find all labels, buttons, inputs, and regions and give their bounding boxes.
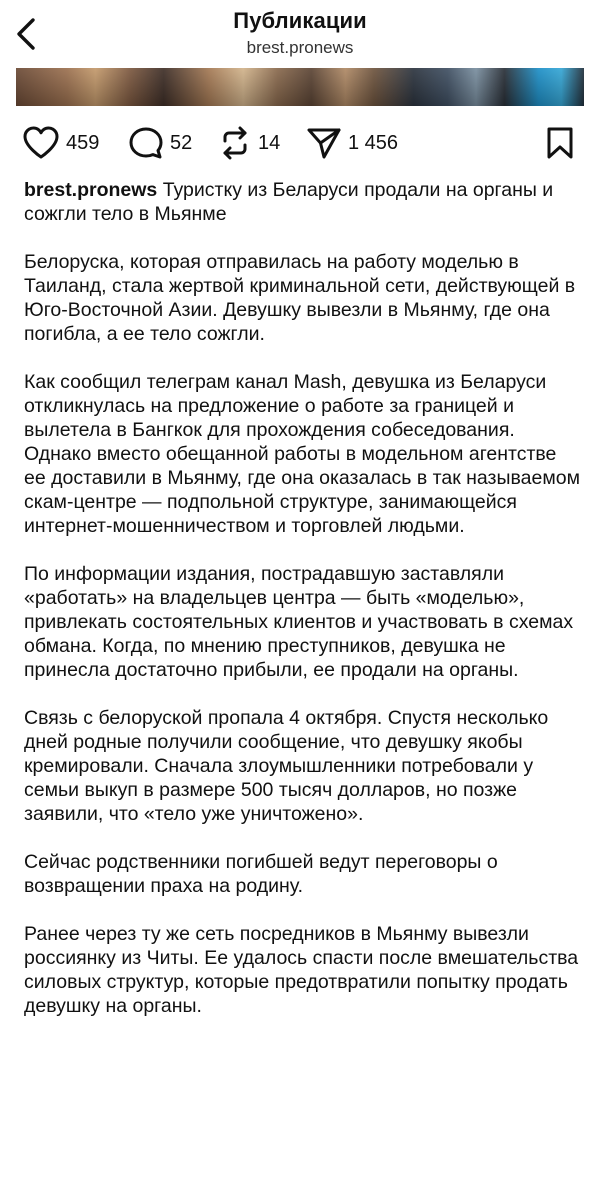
post-actions-bar xyxy=(0,118,600,168)
repost-arrows-icon xyxy=(218,126,252,160)
shares-count: 1 456 xyxy=(348,131,399,154)
bookmark-icon xyxy=(546,126,574,160)
likes-count: 459 xyxy=(66,131,100,154)
caption-paragraph: По информации издания, пострадавшую заставляли «работать» на владельцев центра — быть «моделью», привлекать состоятельных клиентов и участвовать в схемах обмана. Когда, по мнению преступников, девушка не принесла достаточно прибыли, ее продали на органы. xyxy=(24,563,574,681)
post-headline: Туристку из Беларуси продали на органы и сожгли тело в Мьянме xyxy=(24,179,554,225)
save-button[interactable] xyxy=(546,126,574,160)
comments-count: 52 xyxy=(170,131,193,154)
post-caption xyxy=(24,178,580,1042)
share-button[interactable] xyxy=(306,126,398,160)
caption-paragraph: Сейчас родственники погибшей ведут переговоры о возвращении праха на родину. xyxy=(24,851,498,897)
caption-paragraph: Связь с белоруской пропала 4 октября. Спустя несколько дней родные получили сообщение, что девушку якобы кремировали. Сначала злоумышленники потребовали у семьи выкуп в размере 500 тысяч долларов, но позже заявили, что «тело уже уничтожено». xyxy=(24,707,549,825)
comment-bubble-icon xyxy=(128,126,164,160)
like-button[interactable] xyxy=(22,126,99,160)
comment-button[interactable] xyxy=(128,126,192,160)
repost-button[interactable] xyxy=(218,126,280,160)
send-paper-plane-icon xyxy=(306,126,342,160)
reposts-count: 14 xyxy=(258,131,281,154)
caption-paragraph: Белоруска, которая отправилась на работу моделью в Таиланд, стала жертвой криминальной сети, действующей в Юго-Восточной Азии. Девушку вывезли в Мьянму, где она погибла, а ее тело сожгли. xyxy=(24,251,576,345)
page-title: Публикации xyxy=(233,8,367,33)
page-subtitle[interactable]: brest.pronews xyxy=(246,38,354,57)
heart-icon xyxy=(22,126,60,160)
post-image[interactable] xyxy=(16,68,584,106)
caption-paragraph: Ранее через ту же сеть посредников в Мьянму вывезли россиянку из Читы. Ее удалось спасти после вмешательства силовых структур, которые предотвратили попытку продать девушку на органы. xyxy=(24,923,579,1017)
top-bar xyxy=(0,0,600,68)
author-username[interactable]: brest.pronews xyxy=(24,179,158,201)
caption-paragraph: Как сообщил телеграм канал Mash, девушка из Беларуси откликнулась на предложение о работе за границей и вылетела в Бангкок для прохождения собеседования. Однако вместо обещанной работы в модельном агентстве ее доставили в Мьянму, где она оказалась в так называемом скам-центре — подпольной структуре, занимающейся интернет-мошенничеством и торговлей людьми. xyxy=(24,371,580,537)
caption-headline xyxy=(24,178,580,226)
